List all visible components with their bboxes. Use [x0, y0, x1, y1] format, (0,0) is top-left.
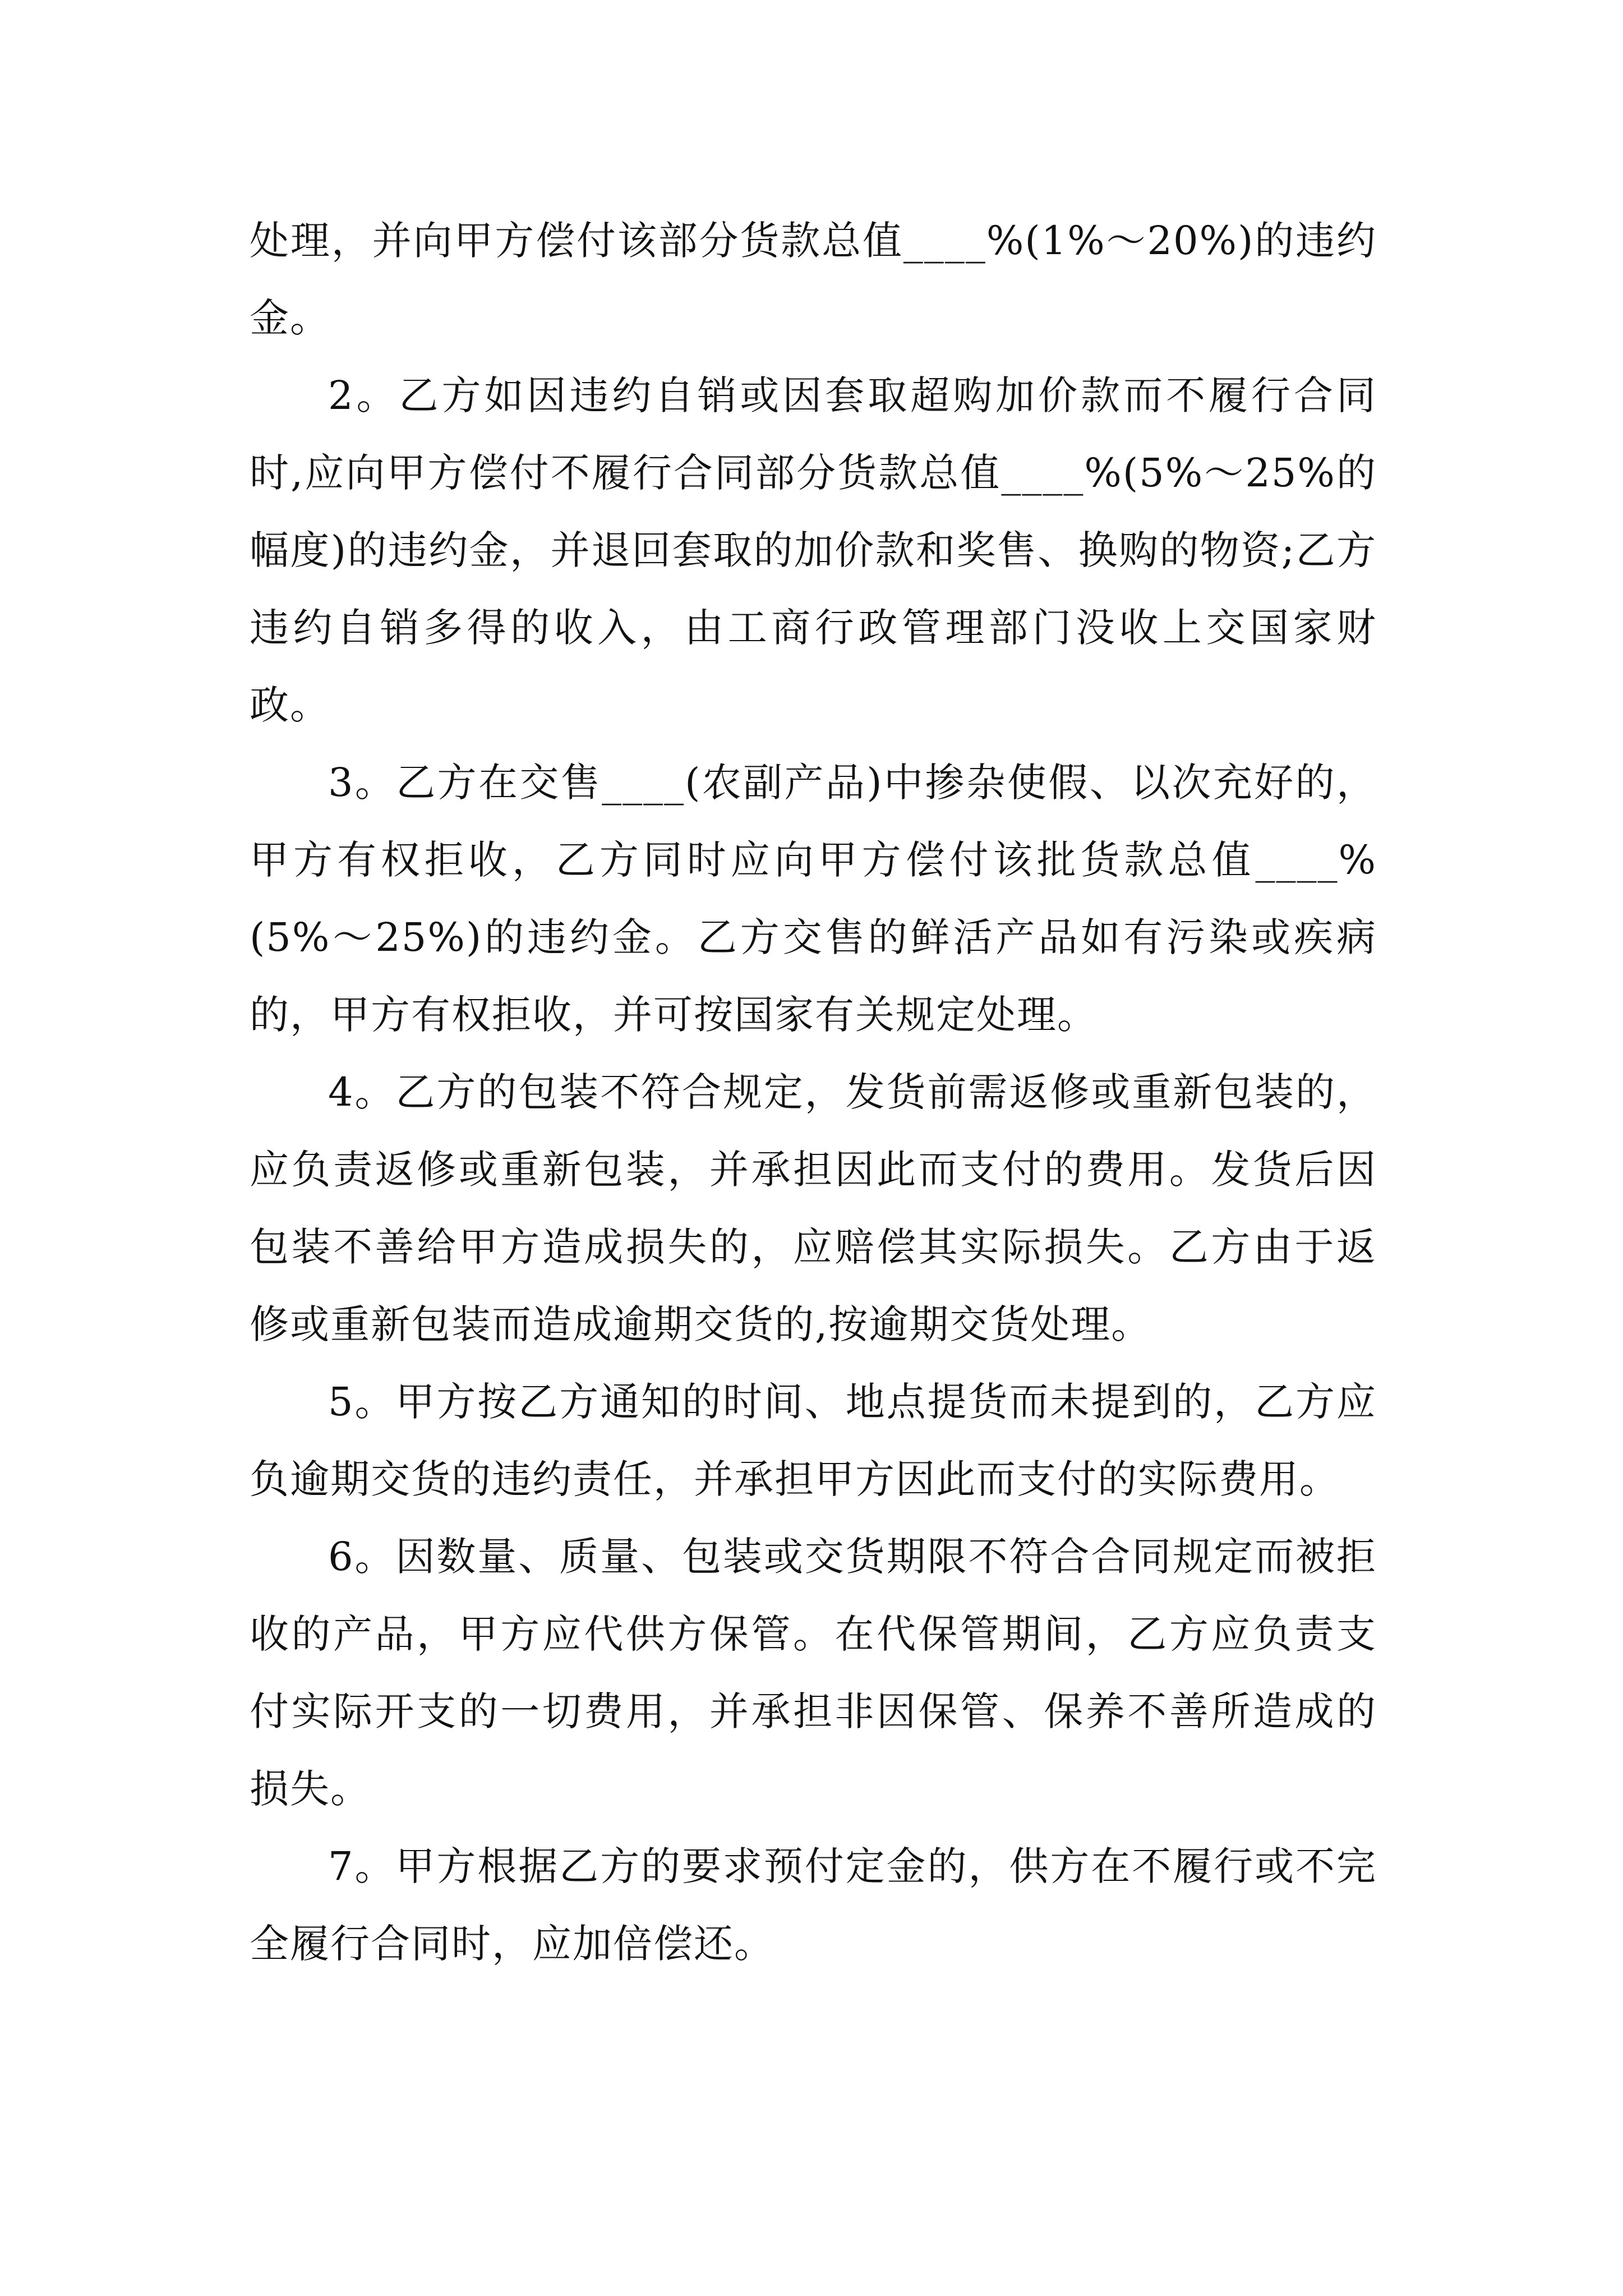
paragraph-clause-5: 5。甲方按乙方通知的时间、地点提货而未提到的，乙方应负逾期交货的违约责任，并承担甲方因此而支付的实际费用。: [250, 1379, 1377, 1502]
paragraph-continuation: 处理，并向甲方偿付该部分货款总值____%(1%～20%)的违约金。: [250, 218, 1377, 341]
paragraph-clause-6: 6。因数量、质量、包装或交货期限不符合合同规定而被拒收的产品，甲方应代供方保管。在代保管期间，乙方应负责支付实际开支的一切费用，并承担非因保管、保养不善所造成的损失。: [250, 1534, 1377, 1812]
paragraph-clause-4: 4。乙方的包装不符合规定，发货前需返修或重新包装的，应负责返修或重新包装，并承担因此而支付的费用。发货后因包装不善给甲方造成损失的，应赔偿其实际损失。乙方由于返修或重新包装而造成逾期交货的,按逾期交货处理。: [250, 1069, 1377, 1347]
paragraph-clause-7: 7。甲方根据乙方的要求预付定金的，供方在不履行或不完全履行合同时，应加倍偿还。: [250, 1843, 1377, 1967]
paragraph-clause-2: 2。乙方如因违约自销或因套取超购加价款而不履行合同时,应向甲方偿付不履行合同部分货款总值____%(5%～25%的幅度)的违约金，并退回套取的加价款和奖售、换购的物资;乙方违约自销多得的收入，由工商行政管理部门没收上交国家财政。: [250, 372, 1377, 728]
document-body: [250, 202, 1377, 1982]
paragraph-clause-3: 3。乙方在交售____(农副产品)中掺杂使假、以次充好的，甲方有权拒收，乙方同时应向甲方偿付该批货款总值____%(5%～25%)的违约金。乙方交售的鲜活产品如有污染或疾病的，甲方有权拒收，并可按国家有关规定处理。: [250, 760, 1377, 1038]
